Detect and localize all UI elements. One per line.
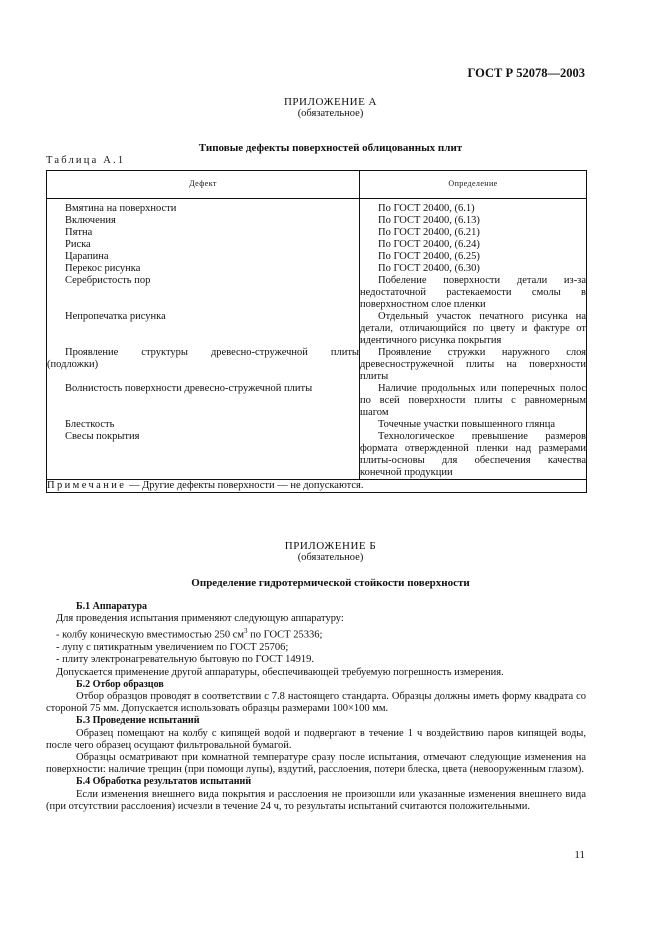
item-text: по ГОСТ 25336; — [247, 629, 323, 641]
section-b1-intro: Для проведения испытания применяют следующую аппаратуру: — [56, 613, 344, 625]
defect-cell: Перекос рисунка — [65, 263, 141, 274]
table-header-row — [47, 171, 587, 199]
note-label: Примечание — [47, 480, 127, 491]
section-b4-text: Если изменения внешнего вида покрытия и расслоения не произошли или указанные изменения внешнего вида (при отсутствии расслоения) исчезли в течение 24 ч, то результаты испытаний считаются положительными. — [46, 788, 586, 812]
appendix-b-title: ПРИЛОЖЕНИЕ Б — [284, 540, 377, 552]
table-row — [47, 311, 587, 347]
defects-table — [46, 170, 587, 493]
section-b3-title: Б.3 Проведение испытаний — [76, 715, 200, 727]
defect-word: плиты — [330, 347, 359, 358]
table-title: Типовые дефекты поверхностей облицованных плит — [198, 142, 463, 154]
definition-cell: Отдельный участок печатного рисунка на детали, отличающийся по цвету и фактуре от идентичного рисунка покрытия — [360, 311, 586, 346]
table-row — [47, 347, 587, 383]
table-row — [47, 215, 587, 227]
section-b3-text: Образец помещают на колбу с кипящей водой и подвергают в течение 1 ч воздействию паров кипящей воды, после чего образец осущают фильтровальной бумагой. — [46, 727, 586, 751]
page-number: 11 — [574, 849, 585, 861]
column-header-definition: Определение — [360, 171, 587, 199]
definition-cell: По ГОСТ 20400, (6.13) — [378, 215, 480, 226]
defect-cell: Непропечатка рисунка — [65, 311, 166, 322]
section-b1-item: - плиту электронагревательную бытовую по ГОСТ 14919. — [56, 654, 314, 666]
appendix-b-subtitle: (обязательное) — [297, 552, 364, 563]
table-row — [47, 431, 587, 480]
section-b1-item — [46, 625, 586, 642]
defect-cell: Пятна — [65, 227, 93, 238]
defect-cell: Свесы покрытия — [65, 431, 140, 442]
section-b1-title: Б.1 Аппаратура — [76, 601, 148, 612]
document-code: ГОСТ Р 52078—2003 — [467, 66, 585, 80]
definition-cell: По ГОСТ 20400, (6.21) — [378, 227, 480, 238]
appendix-a-title: ПРИЛОЖЕНИЕ А — [283, 96, 377, 108]
table-note-row — [47, 480, 587, 493]
definition-cell: Точечные участки повышенного глянца — [378, 419, 556, 430]
table-row — [47, 199, 587, 216]
table-row — [47, 263, 587, 275]
definition-cell: Наличие продольных или поперечных полос по всей поверхности плиты с равномерным шагом — [360, 383, 586, 418]
section-b1-note: Допускается применение другой аппаратуры, обеспечивающей требуемую погрешность измерения. — [56, 666, 504, 678]
definition-cell: По ГОСТ 20400, (6.24) — [378, 239, 480, 250]
column-header-defect: Дефект — [47, 171, 360, 199]
item-text: - колбу коническую вместимостью 250 см — [56, 629, 245, 641]
defect-cell-continuation: (подложки) — [47, 359, 99, 370]
section-b1-item: - лупу с пятикратным увеличением по ГОСТ 25706; — [56, 642, 289, 654]
table-row — [47, 419, 587, 431]
defect-word: структуры — [141, 347, 188, 358]
table-row — [47, 227, 587, 239]
table-row — [47, 275, 587, 311]
defect-cell: Царапина — [65, 251, 109, 262]
appendix-b-heading: Определение гидротермической стойкости поверхности — [191, 577, 470, 589]
defect-word: древесно-стружечной — [210, 347, 308, 358]
table-row — [47, 251, 587, 263]
table-label: Таблица А.1 — [46, 155, 126, 166]
definition-cell: По ГОСТ 20400, (6.1) — [378, 203, 475, 214]
appendix-b-body — [46, 601, 586, 813]
section-b2-title: Б.2 Отбор образцов — [76, 678, 164, 690]
section-b2-text: Отбор образцов проводят в соответствии с 7.8 настоящего стандарта. Образцы должны иметь форму квадрата со стороной 75 мм. Допускается использовать образцы размерами 100×100 мм. — [46, 690, 586, 715]
section-b3-text: Образцы осматривают при комнатной температуре сразу после испытания, отмечают следующие изменения на поверхности: наличие трещин (при помощи лупы), вздутий, расслоения, потери блеска, цвета (невооруженным глазом). — [46, 751, 586, 776]
section-b4-title: Б.4 Обработка результатов испытаний — [76, 776, 252, 788]
definition-cell: По ГОСТ 20400, (6.30) — [378, 263, 480, 274]
defect-cell: Включения — [65, 215, 116, 226]
note-text: — Другие дефекты поверхности — не допускаются. — [126, 480, 364, 491]
definition-cell: По ГОСТ 20400, (6.25) — [378, 251, 480, 262]
definition-cell: Технологическое превышение размеров формата отвержденной пленки над размерами плиты-основы для обеспечения качества конечной продукции — [360, 431, 586, 478]
table-row — [47, 383, 587, 419]
definition-cell: Проявление стружки наружного слоя древесностружечной плиты на поверхности плиты — [360, 347, 586, 382]
appendix-a-subtitle: (обязательное) — [297, 108, 364, 119]
superscript: 3 — [244, 627, 248, 636]
defect-word: Проявление — [65, 347, 119, 358]
defect-cell: Волнистость поверхности древесно-стружечной плиты — [65, 383, 313, 394]
table-note — [47, 480, 587, 493]
defect-cell: Вмятина на поверхности — [65, 203, 177, 214]
defect-cell: Серебристость пор — [65, 275, 151, 286]
defect-cell — [47, 347, 359, 359]
definition-cell: Побеление поверхности детали из-за недостаточной растекаемости смолы в поверхностном слое пленки — [360, 275, 586, 310]
defect-cell: Риска — [65, 239, 91, 250]
table-row — [47, 239, 587, 251]
defect-cell: Блесткость — [65, 419, 115, 430]
